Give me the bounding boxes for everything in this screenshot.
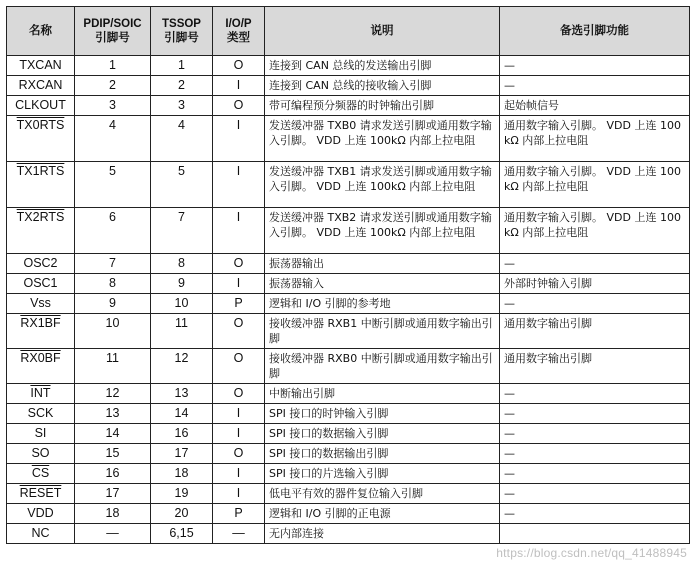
io-type: I [236, 466, 241, 480]
alternate-function-cell [500, 116, 690, 162]
tssop-pin-number: 5 [178, 164, 185, 178]
alternate-function-cell [500, 444, 690, 464]
watermark: https://blog.csdn.net/qq_41488945 [496, 546, 687, 560]
tssop-pin-number: 17 [174, 446, 189, 460]
alternate-function-cell [500, 96, 690, 116]
table-row [7, 56, 690, 76]
pin-description-cell [265, 162, 500, 208]
pin-name: $\overline{INT}$ [30, 386, 51, 400]
alternate-function-cell [500, 524, 690, 544]
pin-name: SCK [27, 406, 54, 420]
pin-name-cell [7, 208, 75, 254]
header-description [265, 7, 500, 56]
pdip-pin-number-cell [75, 56, 151, 76]
alternate-function-cell [500, 294, 690, 314]
pin-description-cell [265, 56, 500, 76]
pdip-pin-number: 4 [109, 118, 116, 132]
alternate-function: — [504, 387, 515, 400]
io-type: O [233, 98, 244, 112]
pin-description: 接收缓冲器 RXB0 中断引脚或通用数字输出引脚 [269, 352, 493, 380]
alternate-function: — [504, 487, 515, 500]
table-row [7, 254, 690, 274]
alternate-function: 通用数字输入引脚。 VDD 上连 100 kΩ 内部上拉电阻 [504, 211, 681, 239]
pin-name: SO [31, 446, 50, 460]
io-type: I [236, 486, 241, 500]
pin-name-cell [7, 116, 75, 162]
io-type: — [232, 526, 245, 540]
pdip-pin-number-cell [75, 208, 151, 254]
io-type: O [233, 256, 244, 270]
pin-name-cell [7, 96, 75, 116]
pin-name-cell [7, 424, 75, 444]
io-type-cell [213, 504, 265, 524]
pin-description: 低电平有效的器件复位输入引脚 [269, 487, 423, 500]
table-row [7, 484, 690, 504]
header-alternate-function [500, 7, 690, 56]
header-tssop [151, 7, 213, 56]
table-row [7, 349, 690, 384]
tssop-pin-number-cell [151, 208, 213, 254]
tssop-pin-number-cell [151, 404, 213, 424]
pin-name: TXCAN [19, 58, 62, 72]
pin-description-cell [265, 294, 500, 314]
tssop-pin-number-cell [151, 56, 213, 76]
pin-name-cell [7, 524, 75, 544]
pin-description-cell [265, 314, 500, 349]
io-type: I [236, 276, 241, 290]
io-type: O [233, 446, 244, 460]
header-io-line1: I/O/P [225, 18, 252, 30]
tssop-pin-number: 8 [178, 256, 185, 270]
pdip-pin-number-cell [75, 76, 151, 96]
pin-name-cell [7, 254, 75, 274]
pdip-pin-number: 16 [105, 466, 120, 480]
alternate-function: — [504, 297, 515, 310]
alternate-function-cell [500, 504, 690, 524]
pdip-pin-number-cell [75, 162, 151, 208]
alternate-function: 通用数字输出引脚 [504, 317, 592, 330]
alternate-function-cell [500, 314, 690, 349]
tssop-pin-number: 4 [178, 118, 185, 132]
pin-description: 连接到 CAN 总线的发送输出引脚 [269, 59, 432, 72]
tssop-pin-number: 12 [174, 351, 189, 365]
pin-description-cell [265, 254, 500, 274]
io-type: P [234, 296, 243, 310]
table-row [7, 294, 690, 314]
pdip-pin-number: 14 [105, 426, 120, 440]
alternate-function: 通用数字输出引脚 [504, 352, 592, 365]
tssop-pin-number-cell [151, 76, 213, 96]
alternate-function: — [504, 427, 515, 440]
alternate-function-cell [500, 464, 690, 484]
pin-name: TX1RTS [16, 164, 65, 178]
pdip-pin-number: 13 [105, 406, 120, 420]
alternate-function-cell [500, 76, 690, 96]
pin-name: Vss [30, 296, 51, 310]
pin-description-cell [265, 424, 500, 444]
io-type-cell [213, 274, 265, 294]
table-row [7, 162, 690, 208]
io-type-cell [213, 444, 265, 464]
pin-description: SPI 接口的数据输出引脚 [269, 447, 389, 460]
table-row [7, 208, 690, 254]
pin-description: SPI 接口的片选输入引脚 [269, 467, 389, 480]
pin-description-cell [265, 444, 500, 464]
pdip-pin-number-cell [75, 404, 151, 424]
pdip-pin-number: 11 [106, 351, 119, 365]
io-type-cell [213, 314, 265, 349]
table-row [7, 424, 690, 444]
alternate-function: — [504, 507, 515, 520]
pin-name: OSC1 [23, 276, 58, 290]
tssop-pin-number: 3 [178, 98, 185, 112]
alternate-function: 通用数字输入引脚。 VDD 上连 100 kΩ 内部上拉电阻 [504, 165, 681, 193]
pin-description: 接收缓冲器 RXB1 中断引脚或通用数字输出引脚 [269, 317, 493, 345]
pin-name-cell [7, 56, 75, 76]
pin-name: SI [34, 426, 47, 440]
alternate-function-cell [500, 424, 690, 444]
header-alternate-label: 备选引脚功能 [560, 25, 629, 37]
pin-name-cell [7, 484, 75, 504]
pdip-pin-number: 6 [109, 210, 116, 224]
io-type: I [236, 406, 241, 420]
io-type-cell [213, 56, 265, 76]
pin-name: TX0RTS [16, 118, 65, 132]
tssop-pin-number: 16 [174, 426, 189, 440]
pin-name-cell [7, 76, 75, 96]
header-tssop-line1: TSSOP [162, 18, 201, 30]
pin-name: NC [31, 526, 50, 540]
pin-name-cell [7, 504, 75, 524]
header-pdip-line1: PDIP/SOIC [83, 18, 142, 30]
pin-description-cell [265, 208, 500, 254]
pin-name: CLKOUT [15, 98, 66, 112]
pin-name: TX2RTS [16, 210, 65, 224]
header-io-line2: 类型 [227, 32, 250, 44]
pin-description-cell [265, 504, 500, 524]
io-type: O [233, 386, 244, 400]
alternate-function-cell [500, 349, 690, 384]
pdip-pin-number-cell [75, 384, 151, 404]
pdip-pin-number: — [106, 526, 119, 540]
io-type-cell [213, 76, 265, 96]
io-type-cell [213, 294, 265, 314]
alternate-function: — [504, 59, 515, 72]
tssop-pin-number-cell [151, 384, 213, 404]
pin-description: 逻辑和 I/O 引脚的参考地 [269, 297, 391, 310]
io-type-cell [213, 254, 265, 274]
pin-name: OSC2 [23, 256, 58, 270]
pin-description: 发送缓冲器 TXB0 请求发送引脚或通用数字输入引脚。 VDD 上连 100kΩ 内部上拉电阻 [269, 119, 492, 147]
pin-description-cell [265, 76, 500, 96]
pdip-pin-number-cell [75, 464, 151, 484]
pin-name-cell [7, 384, 75, 404]
pdip-pin-number: 9 [109, 296, 116, 310]
pin-description: 逻辑和 I/O 引脚的正电源 [269, 507, 391, 520]
pdip-pin-number: 12 [105, 386, 120, 400]
table-header [7, 7, 690, 56]
pdip-pin-number-cell [75, 484, 151, 504]
tssop-pin-number-cell [151, 504, 213, 524]
io-type: O [233, 316, 244, 330]
pdip-pin-number-cell [75, 444, 151, 464]
header-name [7, 7, 75, 56]
tssop-pin-number-cell [151, 464, 213, 484]
table-row [7, 444, 690, 464]
pdip-pin-number-cell [75, 314, 151, 349]
pdip-pin-number: 8 [109, 276, 116, 290]
pin-name: $\overline{CS}$ [31, 466, 50, 480]
pin-name-cell [7, 404, 75, 424]
table-body [7, 56, 690, 544]
pin-name: RXCAN [18, 78, 63, 92]
table-row [7, 96, 690, 116]
alternate-function-cell [500, 56, 690, 76]
io-type-cell [213, 96, 265, 116]
tssop-pin-number: 1 [178, 58, 185, 72]
pdip-pin-number: 15 [105, 446, 120, 460]
header-tssop-line2: 引脚号 [164, 32, 199, 44]
tssop-pin-number-cell [151, 96, 213, 116]
tssop-pin-number: 14 [174, 406, 189, 420]
table-row [7, 314, 690, 349]
pin-name: RX1BF [20, 316, 61, 330]
table-row [7, 384, 690, 404]
io-type: I [236, 118, 241, 132]
pdip-pin-number: 17 [105, 486, 120, 500]
pin-description-cell [265, 404, 500, 424]
pin-description: 发送缓冲器 TXB1 请求发送引脚或通用数字输入引脚。 VDD 上连 100kΩ 内部上拉电阻 [269, 165, 492, 193]
tssop-pin-number-cell [151, 349, 213, 384]
table-row [7, 524, 690, 544]
tssop-pin-number: 18 [174, 466, 189, 480]
tssop-pin-number-cell [151, 444, 213, 464]
io-type-cell [213, 484, 265, 504]
io-type-cell [213, 349, 265, 384]
tssop-pin-number: 2 [178, 78, 185, 92]
header-pdip [75, 7, 151, 56]
alternate-function: — [504, 257, 515, 270]
io-type-cell [213, 208, 265, 254]
tssop-pin-number-cell [151, 484, 213, 504]
tssop-pin-number: 9 [178, 276, 185, 290]
pin-name-cell [7, 274, 75, 294]
pdip-pin-number-cell [75, 424, 151, 444]
io-type-cell [213, 464, 265, 484]
tssop-pin-number: 19 [174, 486, 189, 500]
alternate-function: 通用数字输入引脚。 VDD 上连 100 kΩ 内部上拉电阻 [504, 119, 681, 147]
alternate-function-cell [500, 404, 690, 424]
tssop-pin-number: 10 [174, 296, 189, 310]
tssop-pin-number: 13 [174, 386, 189, 400]
io-type: I [236, 164, 241, 178]
header-name-label: 名称 [29, 25, 52, 37]
io-type-cell [213, 424, 265, 444]
pdip-pin-number: 7 [109, 256, 116, 270]
tssop-pin-number: 20 [174, 506, 189, 520]
alternate-function-cell [500, 162, 690, 208]
alternate-function-cell [500, 254, 690, 274]
alternate-function: 外部时钟输入引脚 [504, 277, 592, 290]
pin-description-cell [265, 464, 500, 484]
pdip-pin-number-cell [75, 274, 151, 294]
tssop-pin-number: 7 [178, 210, 185, 224]
pdip-pin-number-cell [75, 96, 151, 116]
alternate-function-cell [500, 384, 690, 404]
io-type-cell [213, 404, 265, 424]
table-row [7, 404, 690, 424]
pin-description: 振荡器输出 [269, 257, 324, 270]
alternate-function: — [504, 467, 515, 480]
tssop-pin-number-cell [151, 254, 213, 274]
pdip-pin-number-cell [75, 504, 151, 524]
header-description-label: 说明 [370, 25, 394, 37]
pin-description: 发送缓冲器 TXB2 请求发送引脚或通用数字输入引脚。 VDD 上连 100kΩ 内部上拉电阻 [269, 211, 492, 239]
tssop-pin-number-cell [151, 524, 213, 544]
pdip-pin-number-cell [75, 294, 151, 314]
pin-name-cell [7, 444, 75, 464]
io-type: I [236, 426, 241, 440]
pin-name-cell [7, 314, 75, 349]
pin-description-cell [265, 96, 500, 116]
pdip-pin-number-cell [75, 116, 151, 162]
io-type-cell [213, 524, 265, 544]
tssop-pin-number-cell [151, 314, 213, 349]
pdip-pin-number: 10 [105, 316, 120, 330]
tssop-pin-number: 6,15 [169, 526, 194, 540]
alternate-function: — [504, 447, 515, 460]
alternate-function: — [504, 407, 515, 420]
pin-description-cell [265, 274, 500, 294]
tssop-pin-number: 11 [175, 316, 188, 330]
pdip-pin-number: 1 [109, 58, 116, 72]
pin-name-cell [7, 162, 75, 208]
pin-name: RESET [19, 486, 62, 500]
pin-description-cell [265, 484, 500, 504]
alternate-function-cell [500, 208, 690, 254]
pdip-pin-number: 2 [109, 78, 116, 92]
pdip-pin-number: 18 [105, 506, 120, 520]
io-type: I [236, 78, 241, 92]
table-row [7, 464, 690, 484]
tssop-pin-number-cell [151, 162, 213, 208]
tssop-pin-number-cell [151, 424, 213, 444]
tssop-pin-number-cell [151, 274, 213, 294]
header-row [7, 7, 690, 56]
alternate-function-cell [500, 274, 690, 294]
pdip-pin-number-cell [75, 349, 151, 384]
alternate-function-cell [500, 484, 690, 504]
pin-description: 无内部连接 [269, 527, 324, 540]
pin-description: 中断输出引脚 [269, 387, 335, 400]
io-type-cell [213, 162, 265, 208]
pdip-pin-number-cell [75, 524, 151, 544]
alternate-function: — [504, 79, 515, 92]
io-type-cell [213, 116, 265, 162]
header-pdip-line2: 引脚号 [95, 32, 130, 44]
pin-description: SPI 接口的时钟输入引脚 [269, 407, 389, 420]
table-row [7, 504, 690, 524]
alternate-function: 起始帧信号 [504, 99, 559, 112]
table-row [7, 274, 690, 294]
io-type: O [233, 58, 244, 72]
pin-name: RX0BF [20, 351, 61, 365]
pin-description-table [6, 6, 690, 544]
pdip-pin-number-cell [75, 254, 151, 274]
pin-name-cell [7, 294, 75, 314]
io-type: O [233, 351, 244, 365]
pin-name-cell [7, 349, 75, 384]
pin-description: 连接到 CAN 总线的接收输入引脚 [269, 79, 432, 92]
table-row [7, 116, 690, 162]
pin-description: 振荡器输入 [269, 277, 324, 290]
io-type-cell [213, 384, 265, 404]
pin-description-cell [265, 524, 500, 544]
pin-name-cell [7, 464, 75, 484]
pin-description-cell [265, 349, 500, 384]
pin-description-cell [265, 384, 500, 404]
pin-description: 带可编程预分频器的时钟输出引脚 [269, 99, 434, 112]
pdip-pin-number: 3 [109, 98, 116, 112]
pin-description: SPI 接口的数据输入引脚 [269, 427, 389, 440]
pdip-pin-number: 5 [109, 164, 116, 178]
pin-description-cell [265, 116, 500, 162]
pin-name: VDD [27, 506, 54, 520]
header-io-type [213, 7, 265, 56]
io-type: I [236, 210, 241, 224]
tssop-pin-number-cell [151, 116, 213, 162]
io-type: P [234, 506, 243, 520]
table-row [7, 76, 690, 96]
tssop-pin-number-cell [151, 294, 213, 314]
